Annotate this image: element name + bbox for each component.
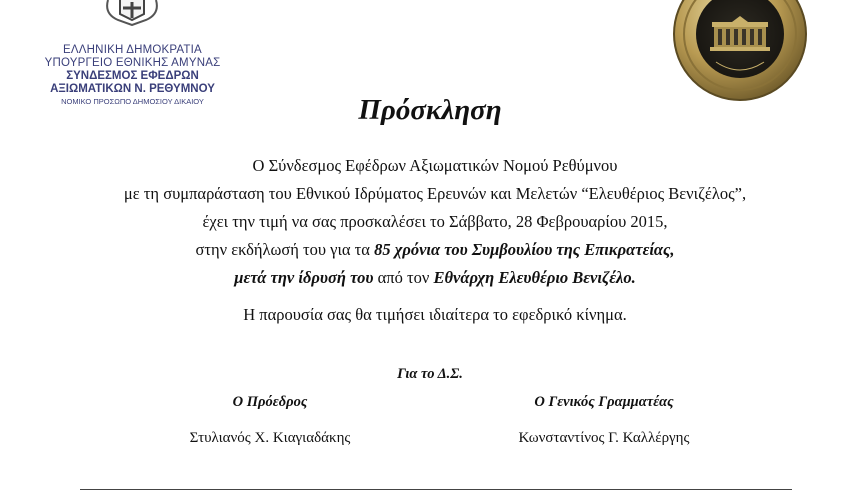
- org-country: ΕΛΛΗΝΙΚΗ ΔΗΜΟΚΡΑΤΙΑ: [63, 44, 202, 56]
- org-legal-status: ΝΟΜΙΚΟ ΠΡΟΣΩΠΟ ΔΗΜΟΣΙΟΥ ΔΙΚΑΙΟΥ: [61, 97, 204, 106]
- body-line-date: έχει την τιμή να σας προσκαλέσει το Σάββατο, 28 Φεβρουαρίου 2015,: [202, 212, 668, 231]
- event-intro-text: στην εκδήλωσή του για τα: [195, 240, 375, 259]
- president-role: Ο Πρόεδρος: [232, 394, 308, 410]
- event-anniversary-text: 85 χρόνια του Συμβουλίου της Επικρατείας,: [374, 240, 675, 259]
- body-line-event: [40, 236, 830, 264]
- anniversary-medal-icon: [672, 0, 808, 102]
- board-signoff-label: Για το Δ.Σ.: [397, 366, 463, 382]
- org-association: ΣΥΝΔΕΣΜΟΣ ΕΦΕΔΡΩΝ: [66, 70, 199, 82]
- invitation-title: Πρόσκληση: [358, 94, 502, 126]
- body-line-founder: [40, 264, 830, 292]
- org-ministry: ΥΠΟΥΡΓΕΙΟ ΕΘΝΙΚΗΣ ΑΜΥΝΑΣ: [44, 57, 221, 69]
- org-association-region: ΑΞΙΩΜΑΤΙΚΩΝ Ν. ΡΕΘΥΜΝΟΥ: [50, 83, 215, 95]
- body-line-host: Ο Σύνδεσμος Εφέδρων Αξιωματικών Νομού Ρεθύμνου: [252, 156, 618, 175]
- invitation-body: [40, 152, 830, 329]
- president-name: Στυλιανός Χ. Κιαγιαδάκης: [189, 430, 351, 446]
- secretary-name: Κωνσταντίνος Γ. Καλλέργης: [518, 430, 690, 446]
- body-line-sponsor: με τη συμπαράσταση του Εθνικού Ιδρύματος Ερευνών και Μελετών “Ελευθέριος Βενιζέλος”,: [123, 184, 747, 203]
- footer-divider: [80, 489, 792, 490]
- founder-name-text: Εθνάρχη Ελευθέριο Βενιζέλο.: [433, 268, 636, 287]
- founding-text: μετά την ίδρυσή του: [234, 268, 374, 287]
- founder-connector-text: από τον: [373, 268, 434, 287]
- body-line-closing: Η παρουσία σας θα τιμήσει ιδιαίτερα το εφεδρικό κίνημα.: [243, 305, 627, 324]
- greek-coat-of-arms-icon: [96, 0, 168, 26]
- secretary-role: Ο Γενικός Γραμματέας: [534, 394, 674, 410]
